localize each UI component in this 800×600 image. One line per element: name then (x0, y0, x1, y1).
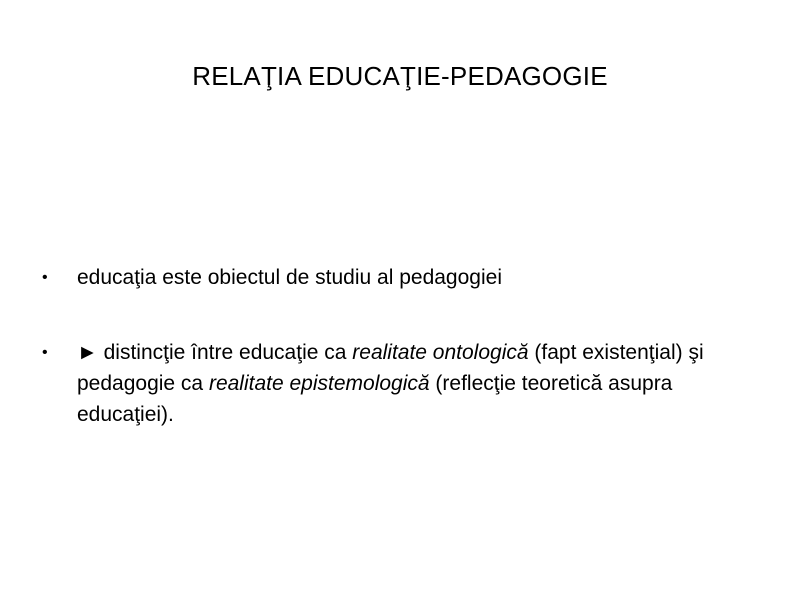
bullet-text-emphasis: realitate ontologică (352, 341, 529, 364)
bullet-list (40, 262, 740, 430)
bullet-text-emphasis: realitate epistemologică (208, 372, 430, 395)
bullet-icon: • (42, 269, 48, 286)
slide-title: RELAŢIA EDUCAŢIE-PEDAGOGIE (192, 61, 608, 91)
bullet-item-1 (40, 262, 740, 293)
bullet-text-part: (fapt existenţial) şi pedagogie ca (77, 341, 704, 395)
bullet-item-2 (40, 337, 740, 430)
bullet-text: educaţia este obiectul de studiu al pedagogiei (77, 266, 502, 289)
bullet-text-part: ► distincţie între educaţie ca (77, 341, 353, 364)
bullet-text-part: (reflecţie teoretică asupra educaţiei). (77, 372, 673, 426)
bullet-icon: • (42, 344, 48, 361)
